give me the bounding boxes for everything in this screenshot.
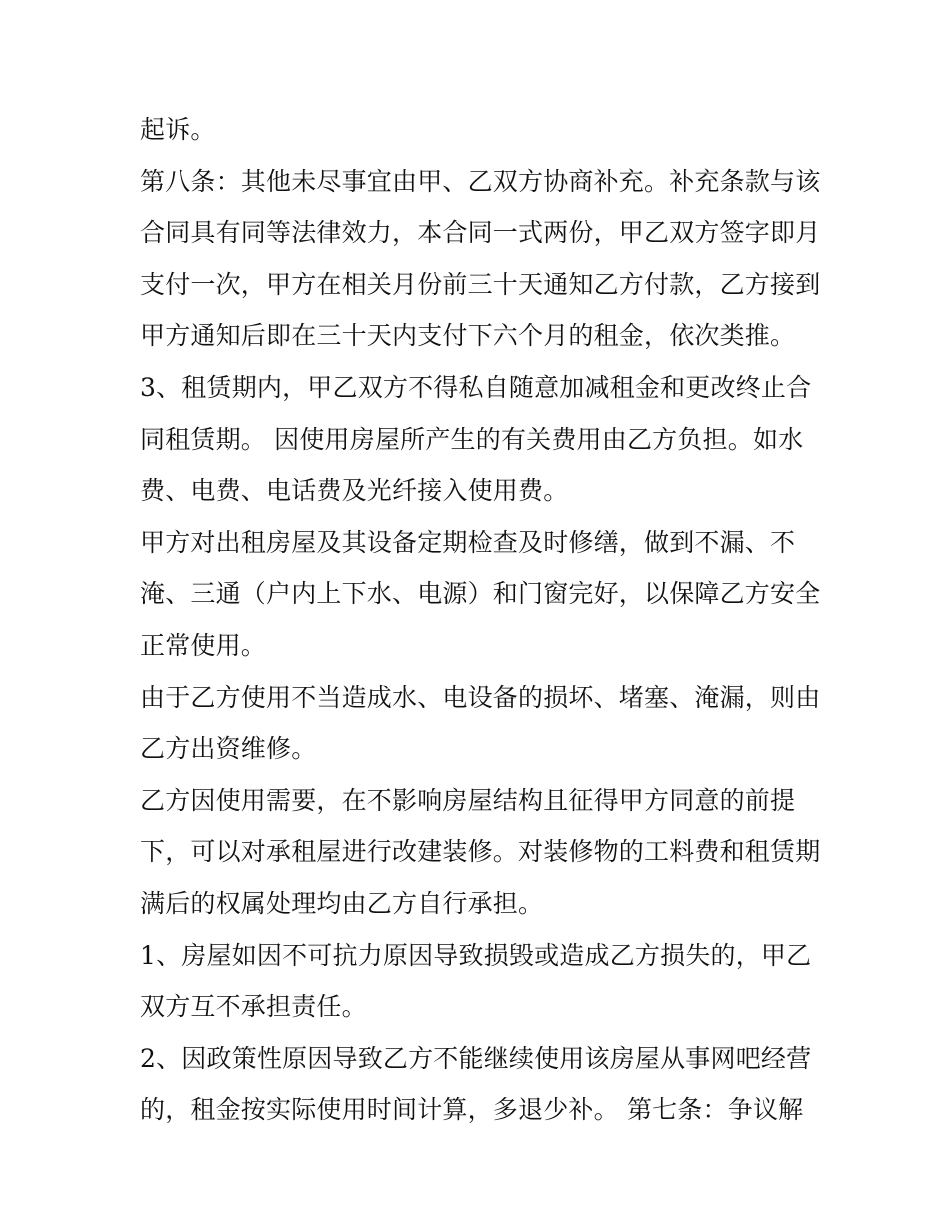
text-line: 乙方因使用需要，在不影响房屋结构且征得甲方同意的前提 (140, 785, 796, 815)
text-line: 的，租金按实际使用时间计算，多退少补。 第七条：争议解 (140, 1095, 804, 1125)
text-line: 正常使用。 (140, 630, 267, 660)
text-line: 支付一次，甲方在相关月份前三十天通知乙方付款，乙方接到 (140, 269, 821, 299)
text-line: 满后的权属处理均由乙方自行承担。 (140, 888, 544, 918)
text-line: 3、租赁期内，甲乙双方不得私自随意加减租金和更改终止合 (140, 372, 812, 402)
text-line: 第八条：其他未尽事宜由甲、乙双方协商补充。补充条款与该 (140, 166, 821, 196)
text-line: 下，可以对承租屋进行改建装修。对装修物的工料费和租赁期 (140, 837, 821, 867)
text-line: 1、房屋如因不可抗力原因导致损毁或造成乙方损失的，甲乙 (140, 940, 812, 970)
text-line: 合同具有同等法律效力，本合同一式两份，甲乙双方签字即月 (140, 218, 821, 248)
text-line: 2、因政策性原因导致乙方不能继续使用该房屋从事网吧经营 (140, 1043, 812, 1073)
text-line: 乙方出资维修。 (140, 734, 317, 764)
text-line: 双方互不承担责任。 (140, 992, 367, 1022)
text-line: 淹、三通（户内上下水、电源）和门窗完好，以保障乙方安全 (140, 579, 821, 609)
contract-text-body (140, 104, 820, 1136)
text-line: 由于乙方使用不当造成水、电设备的损坏、堵塞、淹漏，则由 (140, 682, 821, 712)
text-line: 费、电费、电话费及光纤接入使用费。 (140, 476, 569, 506)
text-line: 甲方对出租房屋及其设备定期检查及时修缮，做到不漏、不 (140, 527, 796, 557)
text-line: 同租赁期。 因使用房屋所产生的有关费用由乙方负担。如水 (140, 424, 804, 454)
text-line: 起诉。 (140, 115, 216, 144)
text-line: 甲方通知后即在三十天内支付下六个月的租金，依次类推。 (140, 321, 796, 351)
